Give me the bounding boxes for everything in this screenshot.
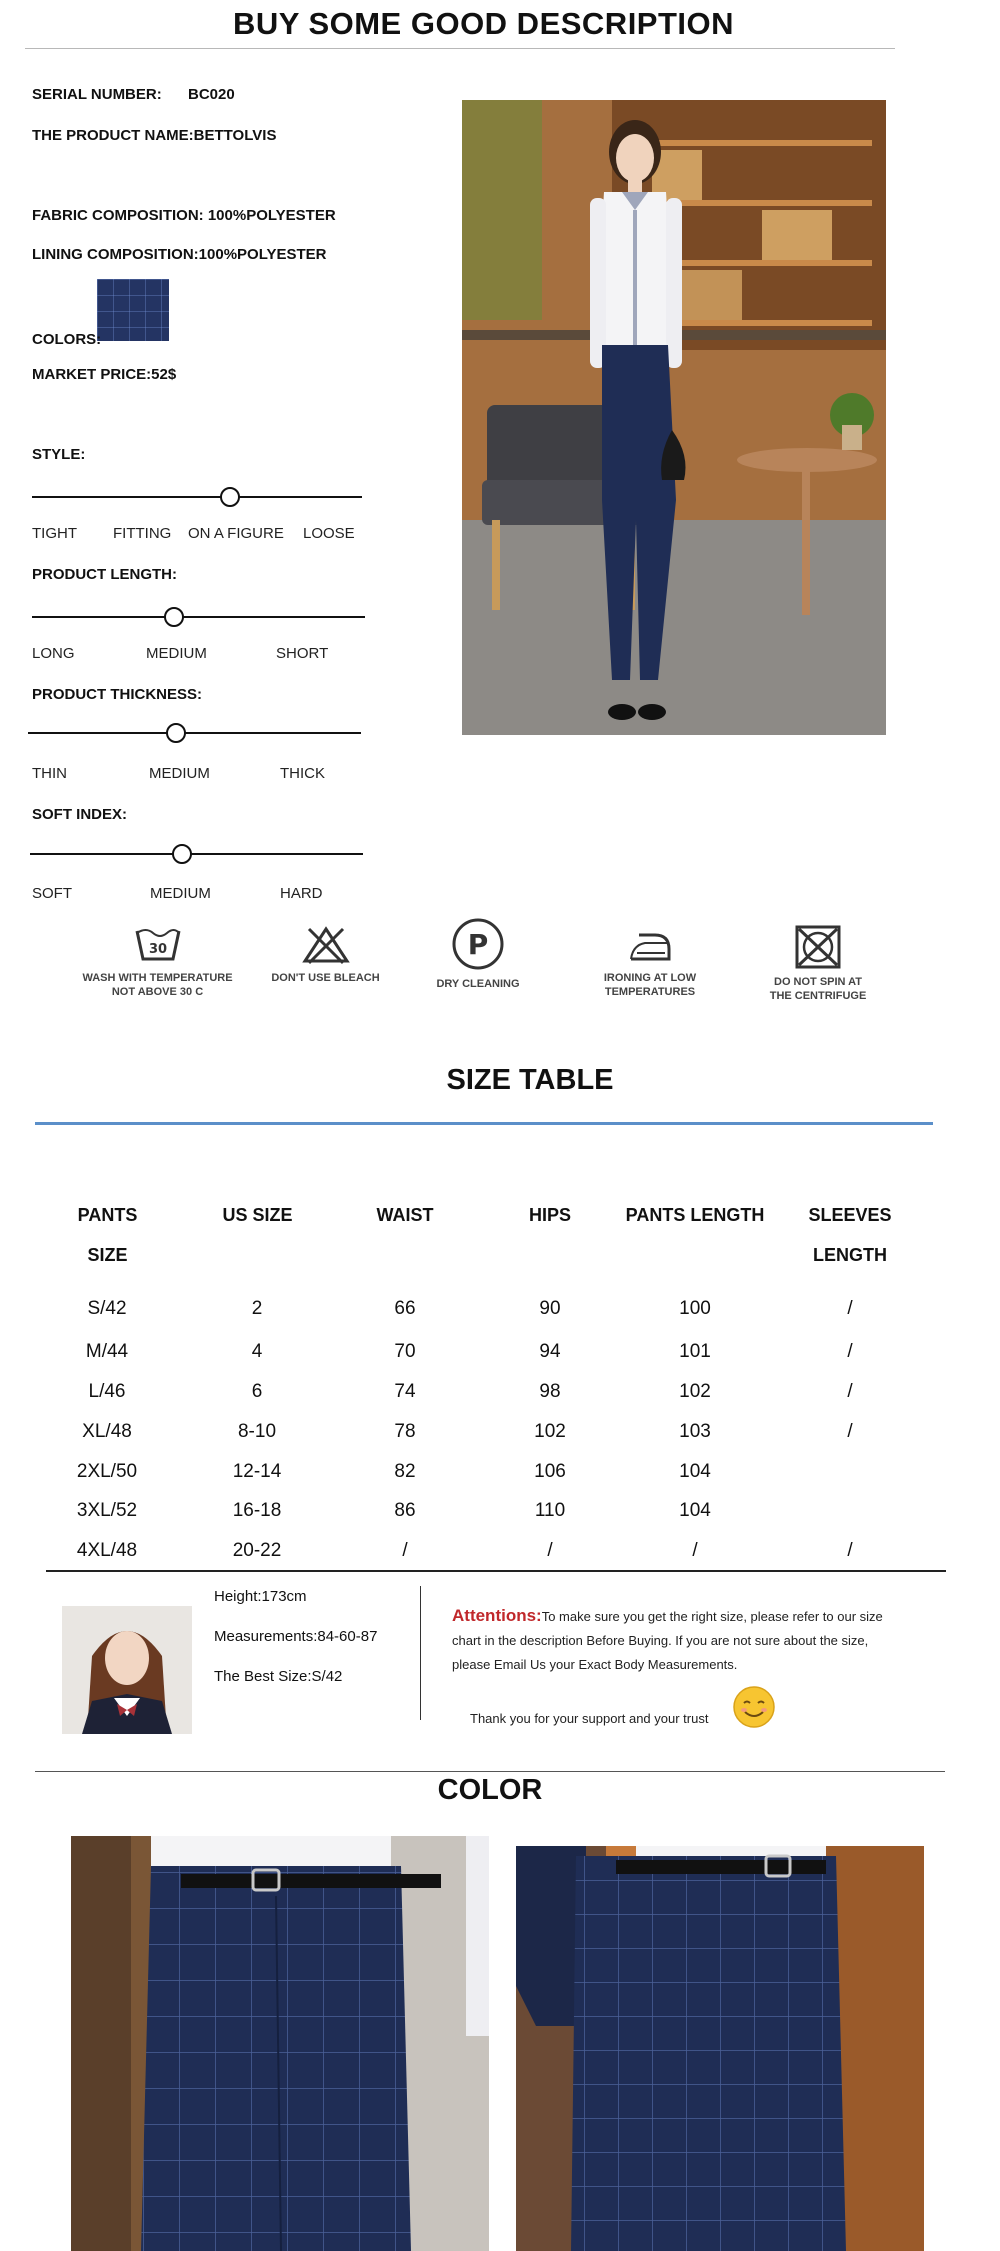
product-photo bbox=[462, 100, 886, 735]
col-header-sleeves-line1: SLEEVES bbox=[808, 1205, 892, 1225]
size-cell: 16-18 bbox=[232, 1500, 282, 1521]
col-header-pants-size-line2: SIZE bbox=[87, 1245, 128, 1265]
size-cell: / bbox=[847, 1540, 853, 1561]
thickness-tick-thick: THICK bbox=[280, 765, 325, 782]
size-cell: 102 bbox=[679, 1381, 711, 1402]
size-table-bottom-rule bbox=[46, 1570, 946, 1572]
navy-pants-side-illustration bbox=[516, 1846, 924, 2251]
length-scale-line bbox=[32, 616, 365, 618]
size-cell: 70 bbox=[394, 1341, 416, 1362]
size-cell: 3XL/52 bbox=[76, 1500, 138, 1521]
style-scale-line bbox=[32, 496, 362, 498]
serial-value: BC020 bbox=[188, 86, 235, 103]
size-cell: 86 bbox=[394, 1500, 416, 1521]
wash-30-icon bbox=[133, 925, 183, 965]
size-cell: 4 bbox=[251, 1341, 263, 1362]
soft-scale-line bbox=[30, 853, 363, 855]
fabric-composition: FABRIC COMPOSITION: 100%POLYESTER bbox=[32, 207, 336, 224]
care-wash-30 bbox=[60, 925, 255, 999]
no-bleach-icon bbox=[301, 925, 351, 965]
navy-pants-front-illustration bbox=[71, 1836, 489, 2251]
length-tick-long: LONG bbox=[32, 645, 75, 662]
colors-label: COLORS: bbox=[32, 331, 102, 348]
care-wash-line1: WASH WITH TEMPERATURE bbox=[82, 972, 233, 984]
size-cell: / bbox=[847, 1381, 853, 1402]
style-label: STYLE: bbox=[32, 446, 86, 463]
market-price: MARKET PRICE:52$ bbox=[32, 366, 177, 383]
col-header-sleeves-length bbox=[790, 1195, 910, 1275]
svg-text:30: 30 bbox=[148, 942, 167, 957]
size-cell: 104 bbox=[679, 1461, 711, 1482]
soft-tick-hard: HARD bbox=[280, 885, 323, 902]
size-cell: 98 bbox=[539, 1381, 561, 1402]
style-tick-tight: TIGHT bbox=[32, 525, 77, 542]
size-cell: / bbox=[847, 1421, 853, 1442]
size-cell: / bbox=[692, 1540, 698, 1561]
color-photo-front[interactable] bbox=[71, 1836, 489, 2251]
thickness-scale-knob bbox=[166, 723, 186, 743]
soft-index-label: SOFT INDEX: bbox=[32, 806, 128, 823]
no-tumble-icon bbox=[793, 925, 843, 969]
size-cell: 101 bbox=[679, 1341, 711, 1362]
size-cell: 4XL/48 bbox=[76, 1540, 138, 1561]
color-photo-side[interactable] bbox=[516, 1846, 924, 2251]
smiley-icon bbox=[733, 1686, 775, 1728]
care-iron-line1: IRONING AT LOW bbox=[603, 972, 697, 984]
model-measurements: Measurements:84-60-87 bbox=[214, 1628, 378, 1645]
soft-scale-knob bbox=[172, 844, 192, 864]
style-scale-knob bbox=[220, 487, 240, 507]
product-name: THE PRODUCT NAME:BETTOLVIS bbox=[32, 127, 277, 144]
style-tick-loose: LOOSE bbox=[303, 525, 355, 542]
col-header-pants-size-line1: PANTS bbox=[77, 1205, 138, 1225]
size-cell: S/42 bbox=[87, 1298, 127, 1319]
size-cell: M/44 bbox=[85, 1341, 129, 1362]
model-best-size: The Best Size:S/42 bbox=[214, 1668, 343, 1685]
size-cell: 82 bbox=[394, 1461, 416, 1482]
model-height: Height:173cm bbox=[214, 1588, 307, 1605]
size-table-divider bbox=[35, 1122, 933, 1125]
size-table-title: SIZE TABLE bbox=[446, 1064, 614, 1096]
info-divider bbox=[420, 1586, 421, 1720]
model-portrait-illustration bbox=[62, 1606, 192, 1734]
thickness-scale-line bbox=[28, 732, 361, 734]
thickness-tick-thin: THIN bbox=[32, 765, 67, 782]
title-divider bbox=[25, 48, 895, 49]
size-cell: / bbox=[847, 1298, 853, 1319]
soft-tick-medium: MEDIUM bbox=[150, 885, 211, 902]
attention-text-3: please Email Us your Exact Body Measurements. bbox=[452, 1657, 738, 1672]
care-dry-clean bbox=[418, 925, 538, 991]
size-cell: 12-14 bbox=[232, 1461, 282, 1482]
size-cell: 106 bbox=[534, 1461, 566, 1482]
attention-block bbox=[452, 1604, 952, 1677]
thickness-label: PRODUCT THICKNESS: bbox=[32, 686, 203, 703]
care-wash-line2: NOT ABOVE 30 C bbox=[111, 986, 204, 998]
size-cell: 66 bbox=[394, 1298, 416, 1319]
col-header-sleeves-line2: LENGTH bbox=[813, 1245, 887, 1265]
size-cell: 104 bbox=[679, 1500, 711, 1521]
care-iron-line2: TEMPERATURES bbox=[604, 986, 696, 998]
care-no-tumble bbox=[748, 925, 888, 1003]
size-cell: 90 bbox=[539, 1298, 561, 1319]
svg-text:P: P bbox=[467, 928, 489, 961]
model-photo bbox=[62, 1606, 192, 1734]
care-no-tumble-line1: DO NOT SPIN AT bbox=[774, 976, 862, 988]
col-header-pants-size bbox=[55, 1195, 160, 1275]
style-tick-fitting: FITTING bbox=[113, 525, 172, 542]
size-cell: / bbox=[547, 1540, 553, 1561]
col-header-pants-length: PANTS LENGTH bbox=[625, 1205, 765, 1225]
size-cell: 103 bbox=[679, 1421, 711, 1442]
size-cell: 8-10 bbox=[237, 1421, 277, 1442]
care-no-bleach-line1: DON'T USE BLEACH bbox=[271, 972, 380, 984]
size-cell: 94 bbox=[539, 1341, 561, 1362]
col-header-us-size: US SIZE bbox=[222, 1205, 293, 1225]
size-cell: 2 bbox=[251, 1298, 263, 1319]
dry-clean-icon bbox=[451, 917, 505, 971]
attention-text-2: chart in the description Before Buying. If you are not sure about the size, bbox=[452, 1633, 869, 1648]
length-tick-short: SHORT bbox=[276, 645, 329, 662]
col-header-hips: HIPS bbox=[528, 1205, 571, 1225]
size-cell: / bbox=[847, 1341, 853, 1362]
size-cell: 74 bbox=[394, 1381, 416, 1402]
care-no-bleach bbox=[258, 925, 393, 985]
lining-composition: LINING COMPOSITION:100%POLYESTER bbox=[32, 246, 327, 263]
care-no-tumble-line2: THE CENTRIFUGE bbox=[769, 990, 867, 1002]
size-cell: 100 bbox=[679, 1298, 711, 1319]
col-header-waist: WAIST bbox=[376, 1205, 434, 1225]
size-cell: L/46 bbox=[88, 1381, 126, 1402]
length-scale-knob bbox=[164, 607, 184, 627]
length-label: PRODUCT LENGTH: bbox=[32, 566, 177, 583]
soft-tick-soft: SOFT bbox=[32, 885, 72, 902]
thanks-text: Thank you for your support and your trust bbox=[470, 1711, 709, 1726]
care-iron-low bbox=[575, 925, 725, 999]
length-tick-medium: MEDIUM bbox=[146, 645, 207, 662]
size-cell: XL/48 bbox=[82, 1421, 132, 1442]
size-cell: 6 bbox=[251, 1381, 263, 1402]
size-cell: 78 bbox=[394, 1421, 416, 1442]
model-in-office-illustration bbox=[462, 100, 886, 735]
size-cell: 110 bbox=[534, 1500, 566, 1521]
size-cell: 102 bbox=[534, 1421, 566, 1442]
size-cell: 20-22 bbox=[232, 1540, 282, 1561]
page-title: BUY SOME GOOD DESCRIPTION bbox=[232, 6, 735, 41]
color-divider bbox=[35, 1771, 945, 1772]
size-cell: 2XL/50 bbox=[76, 1461, 138, 1482]
iron-low-icon bbox=[625, 925, 675, 965]
attention-text-1: To make sure you get the right size, please refer to our size bbox=[541, 1609, 883, 1624]
style-tick-on-figure: ON A FIGURE bbox=[188, 525, 284, 542]
color-title: COLOR bbox=[437, 1774, 543, 1806]
serial-label: SERIAL NUMBER: bbox=[32, 86, 162, 103]
size-cell: / bbox=[402, 1540, 408, 1561]
care-dry-clean-line1: DRY CLEANING bbox=[436, 978, 520, 990]
thickness-tick-medium: MEDIUM bbox=[149, 765, 210, 782]
color-swatch[interactable] bbox=[97, 279, 169, 341]
attention-title: Attentions: bbox=[452, 1606, 542, 1625]
